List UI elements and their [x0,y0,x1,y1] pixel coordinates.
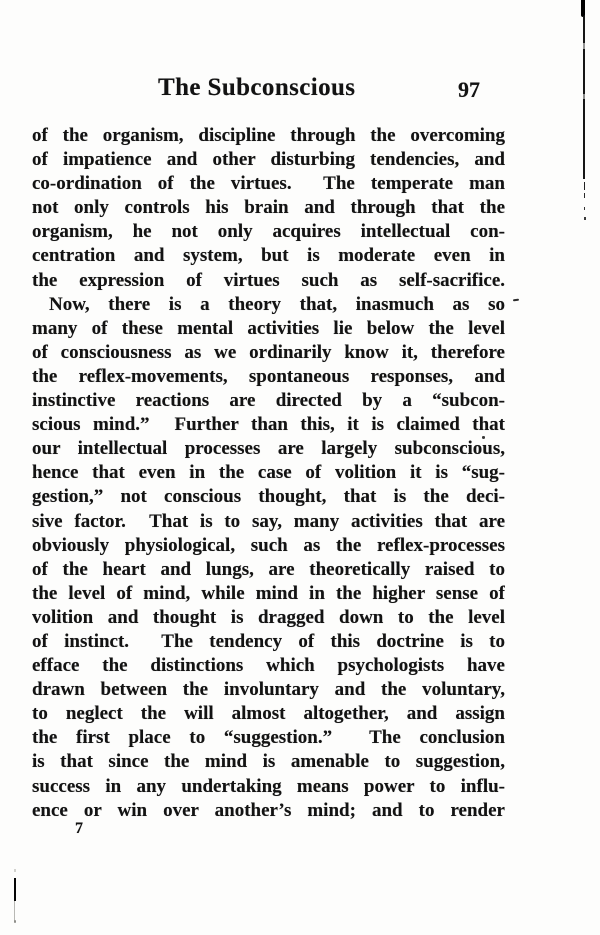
scan-artifact-right-edge-dash [584,193,586,198]
text-line: instinctive reactions are directed by a “subcon- [32,390,505,412]
scan-artifact-right-edge-dash [584,182,586,190]
text-line: sive factor. That is to say, many activities that are [32,510,505,532]
scan-artifact-bottom-left-line-faded [14,901,16,921]
scan-artifact-bottom-left-line [14,878,16,901]
scan-artifact-bottom-left-dot [14,869,16,872]
text-line: of consciousness as we ordinarily know it, therefore [32,341,505,363]
text-line: the reflex-movements, spontaneous responses, and [32,365,505,387]
text-line: co-ordination of the virtues. The temperate man [32,173,505,195]
scan-artifact-right-edge-thick [581,0,585,17]
page-title: The Subconscious [158,74,356,101]
text-line: volition and thought is dragged down to the level [32,606,505,628]
text-line: gestion,” not conscious thought, that is the deci- [32,486,505,508]
text-line: obviously physiological, such as the reflex-processes [32,534,505,556]
text-line: to neglect the will almost altogether, and assign [32,703,505,725]
signature-mark: 7 [75,820,83,837]
text-line: of instinct. The tendency of this doctrine is to [32,630,505,652]
scan-artifact-right-edge-fade [582,94,586,99]
scan-artifact-right-edge-fade [582,43,586,49]
text-line: the level of mind, while mind in the higher sense of [32,582,505,604]
text-line: of the organism, discipline through the overcoming [32,125,505,146]
scan-artifact-right-edge-dot [584,217,586,220]
text-line: centration and system, but is moderate even in [32,245,505,267]
text-line: ence or win over another’s mind; and to render [32,799,505,821]
text-line: many of these mental activities lie below the level [32,317,505,339]
text-line: hence that even in the case of volition it is “sug- [32,462,505,484]
text-line: organism, he not only acquires intellectual con- [32,221,505,243]
page-number: 97 [458,77,480,102]
scan-artifact-right-edge-dot [584,207,586,210]
body-lines [32,124,505,823]
text-line: Now, there is a theory that, inasmuch as so [49,293,505,315]
text-line: success in any undertaking means power to influ- [32,775,505,797]
text-line: efface the distinctions which psychologists have [32,655,505,677]
scan-artifact-ink-speck [482,436,485,439]
text-line: scious mind.” Further than this, it is claimed that [32,414,505,436]
text-line: drawn between the involuntary and the voluntary, [32,679,505,701]
running-head [32,74,505,106]
scan-artifact-bottom-left-dot [14,920,17,923]
scan-artifact-ink-speck [513,299,519,302]
text-line: is that since the mind is amenable to suggestion, [32,751,505,773]
text-line: our intellectual processes are largely subconscious, [32,438,505,460]
text-line: of the heart and lungs, are theoretically raised to [32,558,505,580]
text-line: the first place to “suggestion.” The conclusion [32,727,505,749]
text-line: not only controls his brain and through that the [32,197,505,219]
text-line: of impatience and other disturbing tendencies, and [32,149,505,171]
text-line: the expression of virtues such as self-sacrifice. [32,269,505,291]
